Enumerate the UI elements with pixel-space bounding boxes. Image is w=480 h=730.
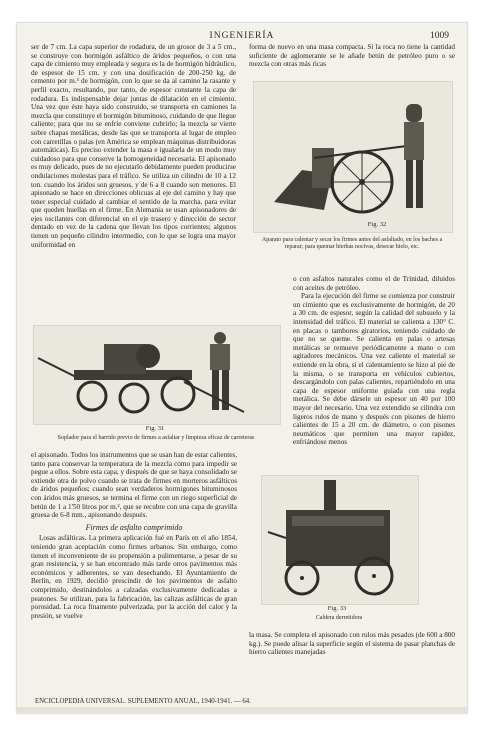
horizontal-scrollbar[interactable] xyxy=(17,707,467,713)
melting-boiler-illustration xyxy=(262,476,418,604)
figure-31-image xyxy=(33,325,281,425)
figure-32-label: Fig. 32 xyxy=(367,221,387,228)
figure-33-image xyxy=(261,475,419,605)
text-column-mid-right xyxy=(293,275,455,461)
paragraph: Para la ejecución del firme se comienza por construir un cimiento que es exclusivamente de hormigón, de 20 a 30 cm. de espesor, según la calidad del subsuelo y la intensidad del tráfico. El material se calienta a 130° C. en placas o tambores giratorios, teniendo cuidado de que no se queme. Se calienta en palas o artesas metálicas se remueve periódicamente a mano o con agitadores mecánicos. Una vez caliente el material se extiende en la obra, si el calentamiento se hizo al pie de la misma, o se transporta en vehículos cubiertos, descargándolo con palas calientes, repartiéndolo en una capa de espesor uniforme guiada con una regla metálica. Se debe dársele un espesor un 40 por 100 mayor del necesario. Una vez extendido se cilindra con ligeros rulos de mano y después con pisones de hierro calientes de 15 a 20 cm. de diámetro, o con pisones neumáticos que permiten una mayor rapidez, enfriándose menos xyxy=(293,292,455,447)
figure-33-caption: Caldera derretidora xyxy=(315,615,363,621)
figure-31-label: Fig. 31 xyxy=(145,425,165,432)
figure-32-caption: Aparato para calentar y secar los firmes antes del asfaltado, en los baches a reparar; para quemar hierbas nocivas, desecar hielo, etc. xyxy=(261,237,443,250)
page-title: INGENIERÍA xyxy=(209,31,275,41)
figure-31-caption: Soplador para el barrido previo de firmes a asfaltar y limpieza eficaz de carreteras xyxy=(57,435,255,441)
heater-apparatus-illustration xyxy=(254,82,452,232)
paragraph: ser de 7 cm. La capa superior de rodadura, de un grosor de 3 a 5 cm., se construye con hormigón asfáltico de áridos pequeños, o con una capa de cimiento muy empleada y segura es la de hormigón hidráulico, de espesor de 15 cm. y con una dosificación de 200-250 kg. de cemento por m.³ de hormigón, con lo que se da al camino la rasante y perfil exacto, resultando, por tanto, de espesor constante la capa de rodadura. Es indispensable dejar juntas de dilatación en el cimiento. Una vez que éste haya sido construido, se transporta en camiones la mezcla que constituye el hormigón bituminoso, cuidando de que llegue caliente; para que no se enfríe conviene cubrirlo; la mezcla se vierte sobre chapas metálicas, desde las que se transporta al lugar de empleo con carretillas o palas (en América se emplean máquinas distribuidoras automáticas). Es preciso extender la masa e igualarla de un modo muy cuidadoso para que conserve la homogeneidad necesaria. El apisonado es muy delicado, pues de no ejecutarlo debidamente pueden producirse ondulaciones molestas para el tráfico. Se utiliza un cilindro de 10 a 12 ton. cuando los áridos son gruesos, y de 6 a 8 cuando son menores. El apisonado se hace en direcciones oblicuas al eje del camino y hay que tener especial cuidado al cambiar el sentido de la marcha, para evitar que queden huellas en el firme. En Alemania se usan apisonadores de ejes oscilantes con diferencial en el eje trasero y dirección de sector dentado en vez de la cadena que llevan los tipos corrientes; algunos tienen un pequeño cilindro intermedio, con lo que se logra una mayor uniformidad en xyxy=(31,43,236,249)
paragraph: el apisonado. Todos los instrumentos que se usan han de estar calientes, tanto para conservar la temperatura de la mezcla como para impedir se pegue a ellos. Sobre esta capa, y después de que se haya consolidado se extiende otra de polvo cuando se trata de firmes en morteros asfálticos de áridos pequeños; cuando sean verdaderos hormigones bituminosos con áridos más gruesos, se termina el firme con un riego superficial de betún de 1 a 1'50 litros por m.², que se recubre con una capa de gravilla gruesa de 6-8 mm., apisonando después. xyxy=(31,451,237,520)
page xyxy=(16,22,468,714)
text-column-top-right xyxy=(249,43,455,79)
text-column-bottom-left xyxy=(31,451,237,687)
page-footer: ENCICLOPEDIA UNIVERSAL. SUPLEMENTO ANUAL, 1940-1941. — 64. xyxy=(35,698,251,705)
paragraph: Losas asfálticas. La primera aplicación fué en París en el año 1854, teniendo gran aceptación como firmes urbanos. Sin embargo, como tienen el inconveniente de su propensión a pulimentarse, a pesar de su gran resistencia, y se han encontrado más tarde otros pavimentos más económicos y adherentes, se van desechando. El Ayuntamiento de Berlín, en 1929, decidió prescindir de los pavimentos de asfalto comprimido, destinándolos a calzadas exclusivamente dedicadas a peatones. Se utilizan, para la fabricación, las calizas asfálticas de gran porosidad. La roca finamente pulverizada, por la acción del calor y la presión, se vuelve xyxy=(31,534,237,620)
text-column-top-left xyxy=(31,43,236,325)
section-title: Firmes de asfalto comprimido xyxy=(85,522,183,532)
figure-33-label: Fig. 33 xyxy=(327,605,347,612)
paragraph: forma de nuevo en una masa compacta. Si la roca no tiene la cantidad suficiente de aglomerante se le añade betún de petróleo puro o se mezcla con otras más ricas xyxy=(249,43,455,69)
figure-32-image xyxy=(253,81,453,233)
text-column-bottom-right xyxy=(249,631,455,683)
paragraph: o con asfaltos naturales como el de Trinidad, diluidos con aceites de petróleo. xyxy=(293,275,455,292)
page-number: 1009 xyxy=(430,31,449,41)
paragraph: la masa. Se completa el apisonado con rulos más pesados (de 600 a 800 kg.). Se puede alisar la superficie según el sistema de pasar planchas de hierro calientes manejadas xyxy=(249,631,455,657)
blower-machine-illustration xyxy=(34,326,280,424)
